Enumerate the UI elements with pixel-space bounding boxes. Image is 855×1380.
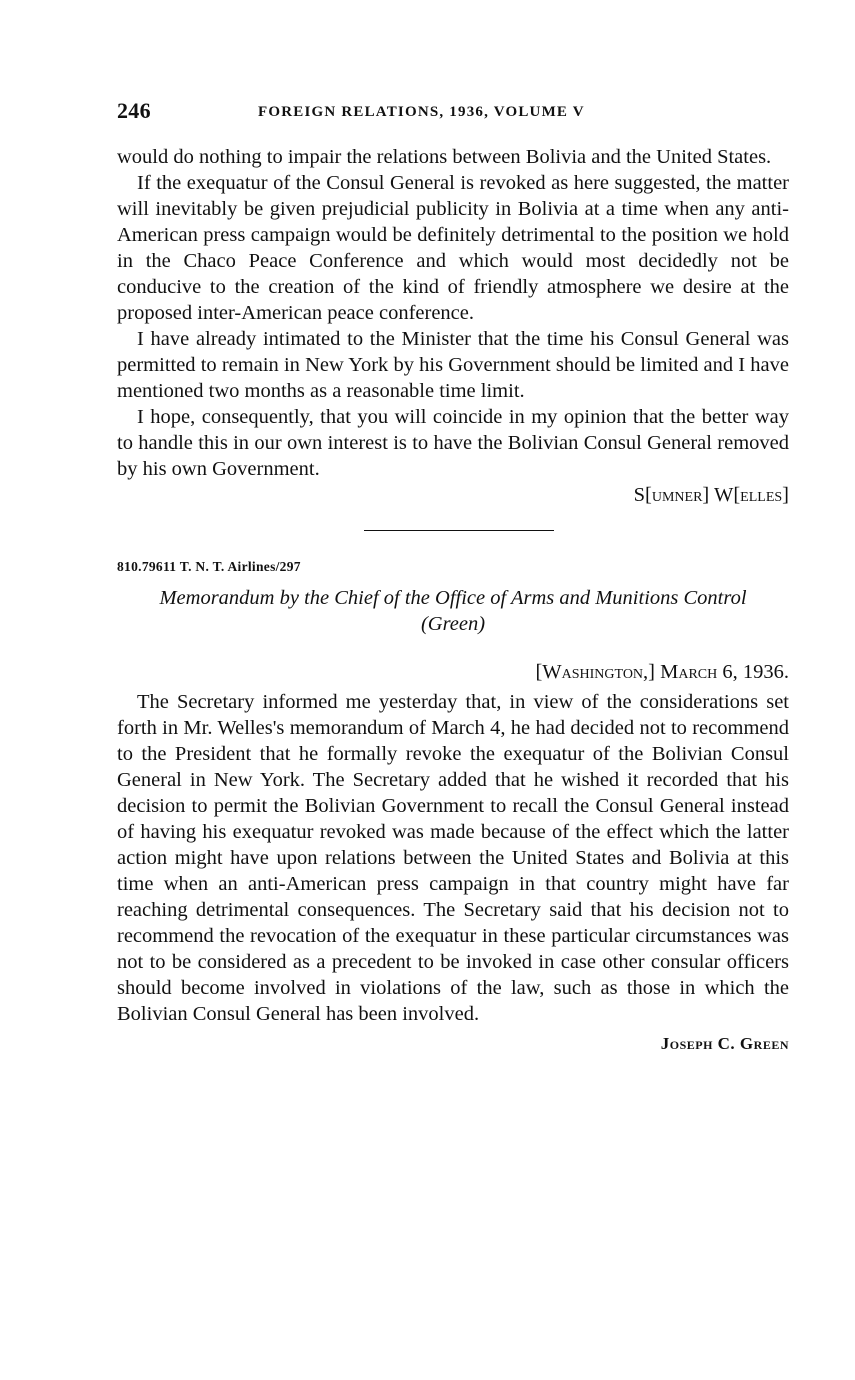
memo-body: The Secretary informed me yesterday that, in view of the considerations set forth in Mr. Welles's memorandum of March 4, he had decided not to recommend to the President that he formally revoke the exequatur of the Bolivian Consul General in New York. The Secretary added that he wished it recorded that his decision to permit the Bolivian Government to recall the Consul General instead of having his exequatur revoked was made because of the effect which the latter action might have upon relations between the United States and Bolivia at this time when an anti-American press campaign in that country might have far reaching detrimental consequences. The Secretary said that his decision not to recommend the revocation of the exequatur in these particular circumstances was not to be considered as a precedent to be invoked in case other consular officers should become involved in violations of the law, such as those in which the Bolivian Consul General has been involved. bbox=[117, 691, 789, 1025]
memo-signature: Joseph C. Green bbox=[660, 1034, 789, 1053]
file-reference: 810.79611 T. N. T. Airlines/297 bbox=[117, 559, 301, 574]
letter-paragraph: I have already intimated to the Minister that the time his Consul General was permitted to remain in New York by his Government should be limited and I have mentioned two months as a reasonable time limit. bbox=[117, 328, 789, 402]
document-page bbox=[117, 98, 789, 1057]
letter-paragraph: I hope, consequently, that you will coincide in my opinion that the better way to handle this in our own interest is to have the Bolivian Consul General removed by his own Government. bbox=[117, 406, 789, 480]
letter-signature bbox=[117, 482, 789, 508]
section-divider bbox=[364, 530, 554, 531]
running-head: FOREIGN RELATIONS, 1936, VOLUME V bbox=[258, 104, 585, 120]
memo-dateline-text: [Washington,] March 6, 1936. bbox=[535, 661, 789, 683]
letter-paragraph-continuation: would do nothing to impair the relations between Bolivia and the United States. bbox=[117, 146, 772, 168]
page-number: 246 bbox=[117, 98, 151, 123]
memo-dateline bbox=[117, 659, 789, 685]
memo-title: Memorandum by the Chief of the Office of Arms and Munitions Control (Green) bbox=[159, 587, 747, 635]
letter-paragraph: If the exequatur of the Consul General is revoked as here suggested, the matter will inevitably be given prejudicial publicity in Bolivia at a time when any anti-American press campaign would be definitely detrimental to the position we hold in the Chaco Peace Conference and which would most decidedly not be conducive to the creation of the kind of friendly atmosphere we desire at the proposed inter-American peace conference. bbox=[117, 172, 789, 324]
page-header bbox=[117, 98, 789, 132]
letter-signature-text: S[umner] W[elles] bbox=[633, 484, 789, 506]
